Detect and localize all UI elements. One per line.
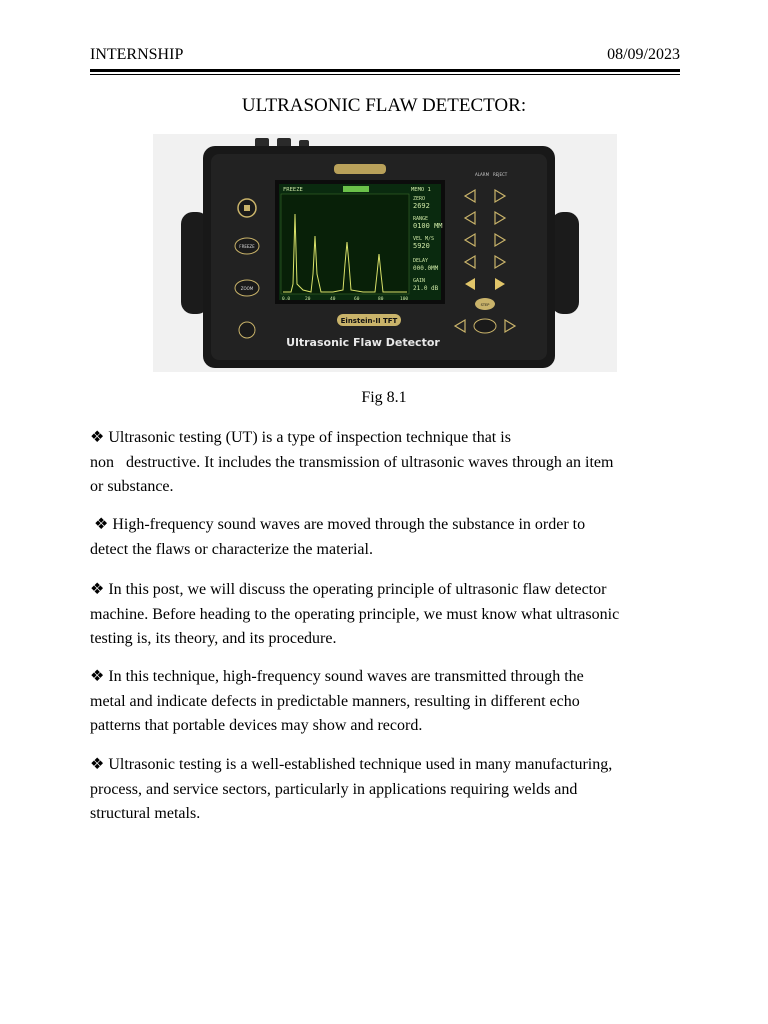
paragraph-3 xyxy=(90,578,680,652)
paragraph-line: process, and service sectors, particularly in applications requiring welds and xyxy=(90,780,578,798)
svg-text:ALARM: ALARM xyxy=(475,172,490,177)
flaw-detector-photo xyxy=(153,134,617,372)
paragraph-line: machine. Before heading to the operating principle, we must know what ultrasonic xyxy=(90,605,620,623)
svg-text:2692: 2692 xyxy=(413,202,430,210)
svg-text:60: 60 xyxy=(354,297,360,302)
svg-text:80: 80 xyxy=(378,297,384,302)
svg-text:Einstein-II TFT: Einstein-II TFT xyxy=(340,317,398,325)
header-title: INTERNSHIP xyxy=(90,46,184,63)
header-rule-thin xyxy=(90,74,680,75)
paragraph-line: non destructive. It includes the transmission of ultrasonic waves through an item xyxy=(90,453,614,471)
svg-text:0.0: 0.0 xyxy=(282,297,291,302)
svg-text:FREEZE: FREEZE xyxy=(239,244,255,249)
figure-caption: Fig 8.1 xyxy=(361,389,407,406)
paragraph-2 xyxy=(90,513,680,562)
paragraph-line: patterns that portable devices may show and record. xyxy=(90,717,423,734)
paragraph-5 xyxy=(90,753,680,827)
right-handle xyxy=(551,212,579,314)
paragraph-line: ❖ In this technique, high-frequency sound waves are transmitted through the xyxy=(90,668,584,685)
svg-text:ZERO: ZERO xyxy=(413,196,426,202)
paragraph-line: or substance. xyxy=(90,478,174,495)
svg-text:21.0 dB: 21.0 dB xyxy=(413,285,439,292)
paragraph-line: detect the flaws or characterize the material. xyxy=(90,540,373,558)
svg-text:STEP: STEP xyxy=(480,303,490,307)
paragraph-line: ❖ Ultrasonic testing (UT) is a type of inspection technique that is xyxy=(90,429,511,446)
svg-text:5920: 5920 xyxy=(413,242,430,250)
paragraph-line: ❖ Ultrasonic testing is a well-established technique used in many manufacturing, xyxy=(90,756,613,773)
paragraph-line: testing is, its theory, and its procedure. xyxy=(90,630,337,647)
header-date: 08/09/2023 xyxy=(607,46,680,63)
paragraph-1 xyxy=(90,426,680,500)
svg-text:VEL M/S: VEL M/S xyxy=(413,236,435,242)
svg-text:40: 40 xyxy=(330,297,336,302)
paragraph-line: ❖ In this post, we will discuss the operating principle of ultrasonic flaw detector xyxy=(90,581,607,598)
svg-text:100: 100 xyxy=(400,297,409,302)
header-rule-thick xyxy=(90,69,680,72)
paragraph-line: ❖ High-frequency sound waves are moved through the substance in order to xyxy=(90,516,586,533)
svg-text:MEMO 1: MEMO 1 xyxy=(411,187,431,193)
paragraph-line: metal and indicate defects in predictable manners, resulting in different echo xyxy=(90,692,580,710)
svg-text:DELAY: DELAY xyxy=(413,258,429,264)
svg-text:20: 20 xyxy=(305,297,311,302)
page-title: ULTRASONIC FLAW DETECTOR: xyxy=(241,95,527,116)
svg-text:FREEZE: FREEZE xyxy=(283,187,303,193)
paragraph-4 xyxy=(90,665,680,739)
svg-text:0100 MM: 0100 MM xyxy=(413,222,443,230)
svg-text:000.0MM: 000.0MM xyxy=(413,265,439,272)
svg-text:ZOOM: ZOOM xyxy=(240,286,254,291)
svg-text:RANGE: RANGE xyxy=(413,216,429,222)
svg-text:GAIN: GAIN xyxy=(413,278,426,284)
paragraph-line: structural metals. xyxy=(90,805,201,822)
page-header xyxy=(90,46,680,66)
svg-text:Ultrasonic Flaw Detector: Ultrasonic Flaw Detector xyxy=(286,336,440,349)
svg-text:REJECT: REJECT xyxy=(493,172,508,177)
flaw-detector-illustration xyxy=(153,134,617,372)
